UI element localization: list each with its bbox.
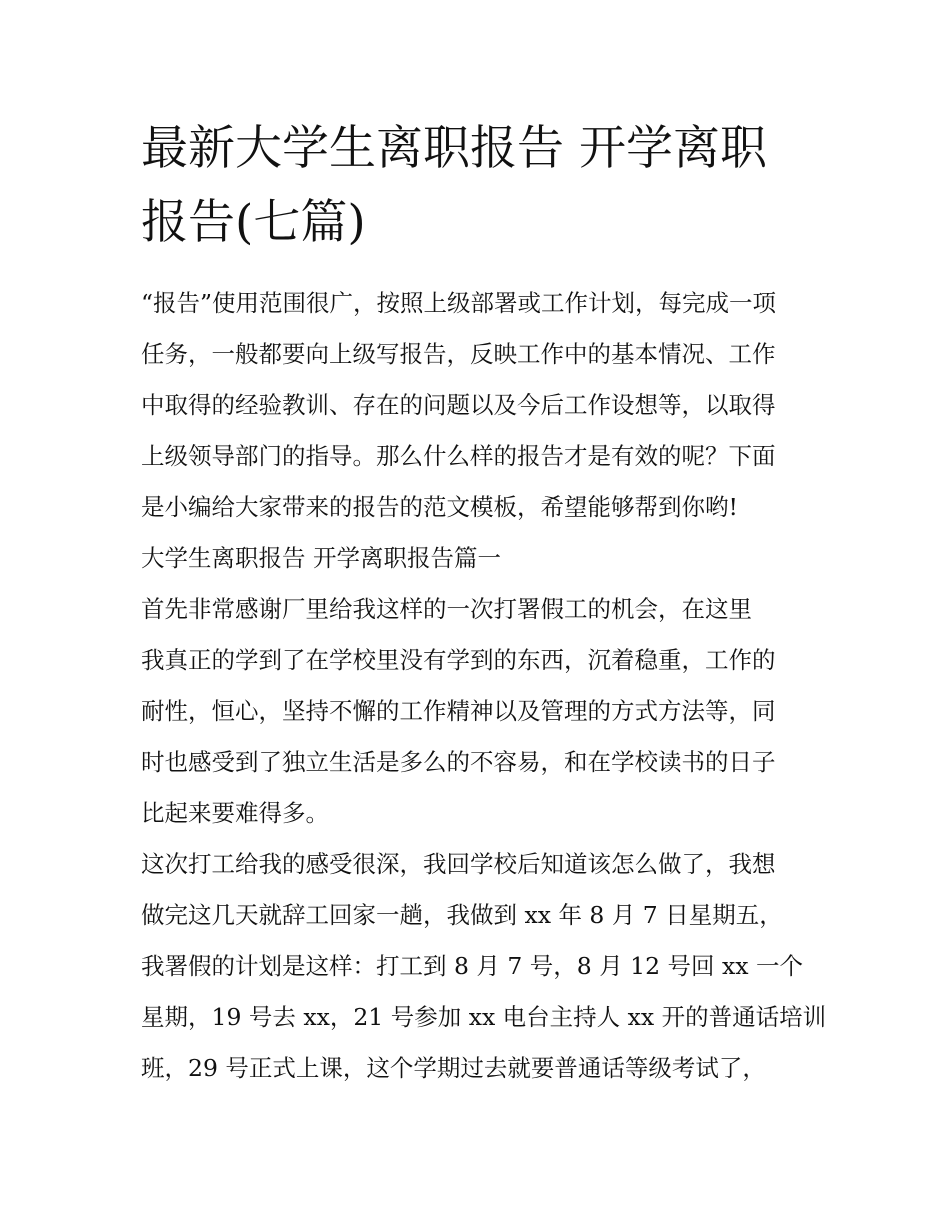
section-heading: 大学生离职报告 开学离职报告篇一 — [141, 544, 501, 572]
paragraph-line: 星期，19 号去 xx，21 号参加 xx 电台主持人 xx 开的普通话培训 — [141, 1003, 827, 1031]
paragraph-line: 班，29 号正式上课，这个学期过去就要普通话等级考试了， — [141, 1054, 766, 1082]
paragraph-line: 耐性，恒心，坚持不懈的工作精神以及管理的方式方法等，同 — [141, 697, 776, 725]
paragraph-line: 我真正的学到了在学校里没有学到的东西，沉着稳重，工作的 — [141, 646, 776, 674]
paragraph-line: 比起来要难得多。 — [141, 799, 329, 827]
paragraph-line: 时也感受到了独立生活是多么的不容易，和在学校读书的日子 — [141, 748, 776, 776]
paragraph-line: 做完这几天就辞工回家一趟，我做到 xx 年 8 月 7 日星期五， — [141, 901, 783, 929]
page-title — [141, 112, 821, 260]
document-body — [141, 278, 827, 1094]
title-line: 报告(七篇) — [141, 195, 366, 250]
paragraph-line: 我署假的计划是这样：打工到 8 月 7 号，8 月 12 号回 xx 一个 — [141, 952, 803, 980]
title-line: 最新大学生离职报告 开学离职 — [141, 121, 767, 176]
intro-line: 是小编给大家带来的报告的范文模板，希望能够帮到你哟! — [141, 493, 738, 521]
paragraph-line: 这次打工给我的感受很深，我回学校后知道该怎么做了，我想 — [141, 850, 776, 878]
paragraph-line: 首先非常感谢厂里给我这样的一次打署假工的机会，在这里 — [141, 595, 752, 623]
intro-line: 中取得的经验教训、存在的问题以及今后工作设想等，以取得 — [141, 391, 776, 419]
intro-line: 任务，一般都要向上级写报告，反映工作中的基本情况、工作 — [141, 340, 776, 368]
intro-line: “报告”使用范围很广，按照上级部署或工作计划，每完成一项 — [141, 289, 777, 317]
intro-line: 上级领导部门的指导。那么什么样的报告才是有效的呢？下面 — [141, 442, 776, 470]
